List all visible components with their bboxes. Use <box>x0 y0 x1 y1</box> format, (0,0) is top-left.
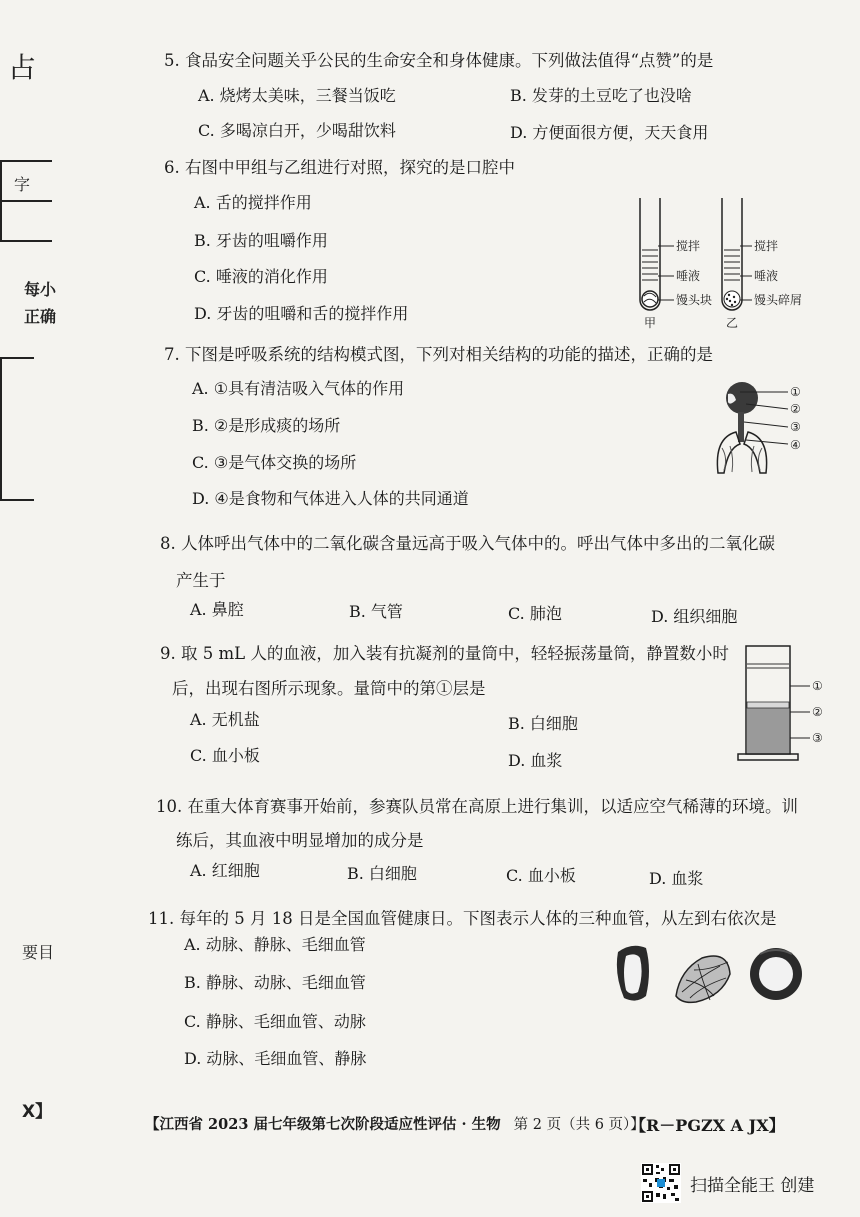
graduated-cylinder-figure <box>736 638 828 770</box>
q8-option-c: C. 肺泡 <box>508 604 562 623</box>
q8-option-b: B. 气管 <box>349 602 403 621</box>
fig-saliva-label-2: 唾液 <box>754 269 779 283</box>
q10-stem-line2: 练后，其血液中明显增加的成分是 <box>176 831 424 850</box>
fig-resp-label-1: ① <box>790 385 801 399</box>
q7-option-d: D. ④是食物和气体进入人体的共同通道 <box>192 489 469 508</box>
scanner-watermark: 扫描全能王 创建 <box>690 1176 815 1196</box>
fig-saliva-label-1: 唾液 <box>676 269 701 283</box>
q9-option-c: C. 血小板 <box>190 746 260 765</box>
fig-stir-label-1: 搅拌 <box>676 239 701 253</box>
q5-option-b: B. 发芽的土豆吃了也没啥 <box>510 86 692 105</box>
q9-stem-line2: 后，出现右图所示现象。量筒中的第①层是 <box>172 679 486 698</box>
footer-title <box>145 1113 645 1134</box>
footer-title-text: 【江西省 2023 届七年级第七次阶段适应性评估 · 生物 <box>145 1116 501 1133</box>
q7-stem: 7. 下图是呼吸系统的结构模式图，下列对相关结构的功能的描述，正确的是 <box>164 345 713 364</box>
fig-group-label-1: 甲 <box>644 316 657 330</box>
q7-option-c: C. ③是气体交换的场所 <box>192 453 357 472</box>
q8-stem-line1: 8. 人体呼出气体中的二氧化碳含量远高于吸入气体中的。呼出气体中多出的二氧化碳 <box>160 534 775 553</box>
q6-stem: 6. 右图中甲组与乙组进行对照，探究的是口腔中 <box>164 158 515 177</box>
margin-box-2 <box>0 357 34 501</box>
q6-option-a: A. 舌的搅拌作用 <box>194 193 312 212</box>
q6-option-d: D. 牙齿的咀嚼和舌的搅拌作用 <box>194 304 409 323</box>
q5-option-a: A. 烧烤太美味，三餐当饭吃 <box>198 86 396 105</box>
footer-code: 【R－PGZX A JX】 <box>630 1116 785 1135</box>
q11-stem: 11. 每年的 5 月 18 日是全国血管健康日。下图表示人体的三种血管，从左到右依次是 <box>148 909 777 928</box>
fig-stir-label-2: 搅拌 <box>754 239 779 253</box>
q5-option-d: D. 方便面很方便，天天食用 <box>510 123 709 142</box>
q8-option-a: A. 鼻腔 <box>190 600 244 619</box>
q11-option-c: C. 静脉、毛细血管、动脉 <box>184 1012 366 1031</box>
fig-resp-label-3: ③ <box>790 420 801 434</box>
footer-page: 第 2 页（共 6 页）】 <box>513 1117 645 1133</box>
q6-option-b: B. 牙齿的咀嚼作用 <box>194 231 328 250</box>
fig-resp-label-4: ④ <box>790 438 801 452</box>
fig-cyl-label-3: ③ <box>812 731 823 745</box>
q9-stem-line1: 9. 取 5 mL 人的血液，加入装有抗凝剂的量筒中，轻轻振荡量筒，静置数小时 <box>160 644 729 663</box>
q11-option-b: B. 静脉、动脉、毛细血管 <box>184 973 366 992</box>
q8-stem-line2: 产生于 <box>176 571 226 590</box>
q9-option-b: B. 白细胞 <box>508 714 578 733</box>
q7-option-b: B. ②是形成痰的场所 <box>192 416 341 435</box>
blood-vessel-figure <box>610 940 810 1010</box>
fig-cyl-label-2: ② <box>812 705 823 719</box>
respiratory-figure <box>710 378 810 478</box>
q10-option-c: C. 血小板 <box>506 866 576 885</box>
q10-stem-line1: 10. 在重大体育赛事开始前，参赛队员常在高原上进行集训，以适应空气稀薄的环境。训 <box>156 797 798 816</box>
q10-option-b: B. 白细胞 <box>347 864 417 883</box>
q5-stem: 5. 食品安全问题关乎公民的生命安全和身体健康。下列做法值得“点赞”的是 <box>164 51 714 70</box>
q11-option-d: D. 动脉、毛细血管、静脉 <box>184 1049 367 1068</box>
margin-glyph-mid: 字 <box>14 175 31 194</box>
fig-bread-label-2: 馒头碎屑 <box>754 293 803 307</box>
fig-cyl-label-1: ① <box>812 679 823 693</box>
fig-resp-label-2: ② <box>790 402 801 416</box>
margin-glyph-top: 占 <box>8 51 37 84</box>
q5-option-c: C. 多喝凉白开，少喝甜饮料 <box>198 121 396 140</box>
qr-code-icon <box>641 1163 681 1203</box>
margin-line2: 正确 <box>24 307 57 326</box>
q6-option-c: C. 唾液的消化作用 <box>194 267 328 286</box>
q10-option-d: D. 血浆 <box>649 869 704 888</box>
margin-line1: 每小 <box>24 280 57 299</box>
q11-option-a: A. 动脉、静脉、毛细血管 <box>184 935 366 954</box>
margin-bottom: X】 <box>22 1102 53 1122</box>
test-tube-figure <box>630 190 820 332</box>
q8-option-d: D. 组织细胞 <box>651 607 738 626</box>
q9-option-a: A. 无机盐 <box>190 710 260 729</box>
fig-bread-label-1: 馒头块 <box>676 293 713 307</box>
margin-box <box>0 160 52 242</box>
q9-option-d: D. 血浆 <box>508 751 563 770</box>
fig-group-label-2: 乙 <box>726 316 739 330</box>
q10-option-a: A. 红细胞 <box>190 861 260 880</box>
q7-option-a: A. ①具有清洁吸入气体的作用 <box>192 379 405 398</box>
margin-line3: 要目 <box>22 943 55 962</box>
